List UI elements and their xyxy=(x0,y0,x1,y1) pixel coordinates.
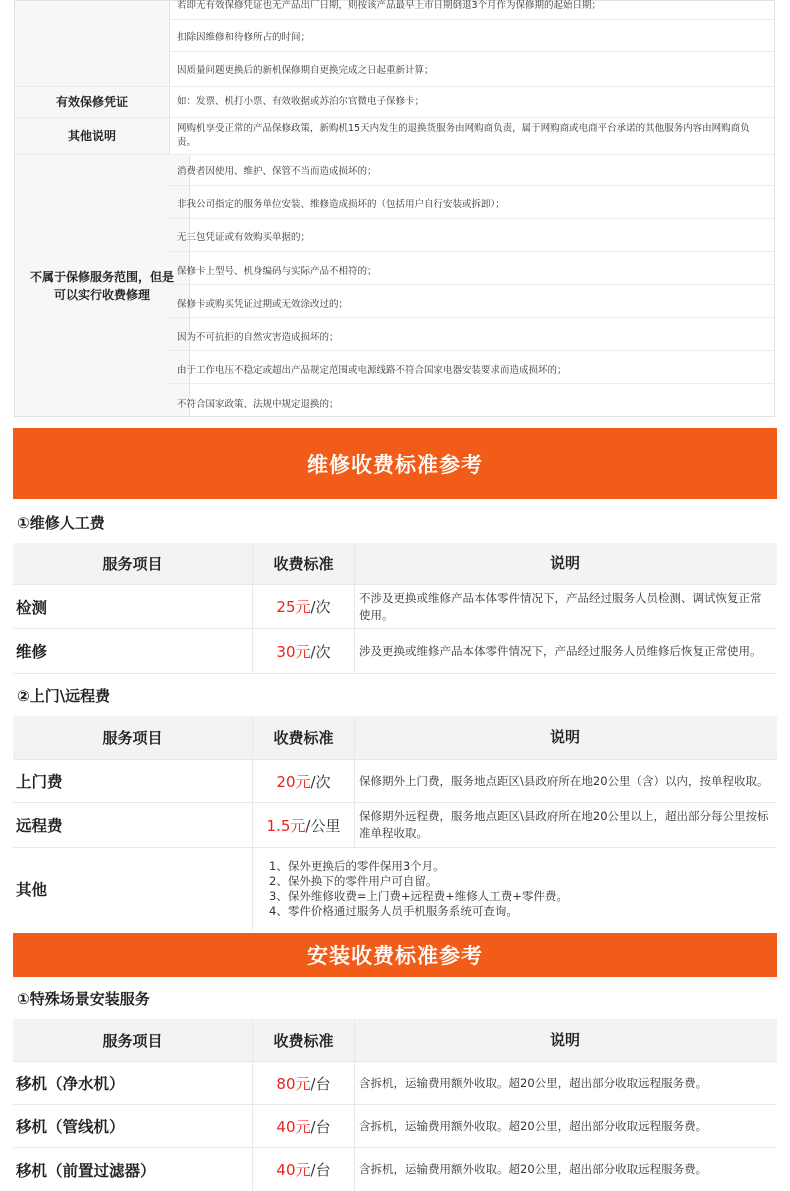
row-price xyxy=(253,585,355,628)
note-line: 4、零件价格通过服务人员手机服务系统可查询。 xyxy=(269,904,518,918)
divider xyxy=(169,317,774,318)
divider xyxy=(169,383,774,384)
row-label: 其他说明 xyxy=(15,118,170,154)
row-item: 移机（管线机） xyxy=(13,1105,253,1147)
price-value: 25元 xyxy=(276,598,311,616)
row-price xyxy=(253,1062,355,1104)
price-unit: /台 xyxy=(310,1117,331,1136)
warranty-row-excluded xyxy=(15,155,774,416)
divider xyxy=(169,51,774,52)
table-header xyxy=(13,1019,777,1062)
table-row xyxy=(13,1148,777,1191)
row-line: 非我公司指定的服务单位安装、维修造成损坏的（包括用户自行安装或拆卸）； xyxy=(177,199,505,210)
row-desc: 涉及更换或维修产品本体零件情况下，产品经过服务人员维修后恢复正常使用。 xyxy=(359,643,762,658)
price-unit: /台 xyxy=(310,1074,331,1093)
row-line: 无三包凭证或有效购买单据的； xyxy=(177,232,311,243)
row-label xyxy=(15,1,170,86)
warranty-row-period xyxy=(15,1,774,87)
install-section-title: ①特殊场景安装服务 xyxy=(17,990,150,1008)
price-unit: /台 xyxy=(310,1161,331,1179)
install-fee-table xyxy=(13,1019,777,1191)
header-item: 服务项目 xyxy=(13,1019,253,1061)
header-price: 收费标准 xyxy=(253,543,355,584)
row-price xyxy=(253,803,355,847)
price-value: 1.5元 xyxy=(266,816,306,835)
note-line: 1、保外更换后的零件保用3个月。 xyxy=(269,859,445,873)
price-value: 20元 xyxy=(276,772,311,791)
divider xyxy=(169,19,774,20)
row-desc: 含拆机，运输费用额外收取。超20公里，超出部分收取远程服务费。 xyxy=(359,1075,708,1090)
table-row-other xyxy=(13,848,777,930)
row-price xyxy=(253,1105,355,1147)
labor-fee-table xyxy=(13,543,777,674)
row-price xyxy=(253,760,355,802)
warranty-table xyxy=(14,0,775,417)
price-unit: /次 xyxy=(310,642,331,661)
table-header xyxy=(13,716,777,760)
price-unit: /公里 xyxy=(305,816,341,835)
row-line: 保修卡上型号、机身编码与实际产品不相符的； xyxy=(177,266,377,277)
row-line: 若即无有效保修凭证也无产品出厂日期，则按该产品最早上市日期倒退3个月作为保修期的起始日期； xyxy=(177,0,602,11)
price-value: 30元 xyxy=(276,642,311,661)
row-item: 上门费 xyxy=(13,760,253,802)
header-item: 服务项目 xyxy=(13,716,253,759)
warranty-row-proof xyxy=(15,87,774,118)
divider xyxy=(169,284,774,285)
row-item: 检测 xyxy=(13,585,253,628)
row-item: 维修 xyxy=(13,629,253,673)
note-line: 3、保外维修收费=上门费+远程费+维修人工费+零件费。 xyxy=(269,889,568,903)
table-header xyxy=(13,543,777,585)
warranty-row-other xyxy=(15,118,774,155)
header-desc: 说明 xyxy=(549,554,580,572)
table-row xyxy=(13,760,777,803)
row-line: 因为不可抗拒的自然灾害造成损坏的； xyxy=(177,332,339,343)
header-item: 服务项目 xyxy=(13,543,253,584)
row-desc: 保修期外远程费，服务地点距区\县政府所在地20公里以上，超出部分每公里按标准单程收取。 xyxy=(359,809,769,840)
visit-section-title: ②上门\远程费 xyxy=(17,687,111,705)
row-notes xyxy=(253,848,777,930)
row-desc: 含拆机，运输费用额外收取。超20公里，超出部分收取远程服务费。 xyxy=(359,1162,708,1176)
row-text: 如：发票、机打小票、有效收据或苏泊尔官微电子保修卡； xyxy=(177,96,425,107)
header-price: 收费标准 xyxy=(253,716,355,759)
row-desc: 不涉及更换或维修产品本体零件情况下，产品经过服务人员检测、调试恢复正常使用。 xyxy=(359,590,762,622)
row-line: 扣除因维修和待修所占的时间； xyxy=(177,32,311,43)
header-desc: 说明 xyxy=(549,728,580,746)
divider xyxy=(169,185,774,186)
row-desc: 含拆机，运输费用额外收取。超20公里，超出部分收取远程服务费。 xyxy=(359,1118,708,1133)
price-unit: /次 xyxy=(310,598,331,616)
price-unit: /次 xyxy=(310,772,331,791)
visit-fee-table xyxy=(13,716,777,930)
row-text: 网购机享受正常的产品保修政策，新购机15天内发生的退换货服务由网购商负责，属于网购商或电商平台承诺的其他服务内容由网购商负责。 xyxy=(177,123,750,148)
table-row xyxy=(13,803,777,848)
table-row xyxy=(13,1062,777,1105)
row-desc: 保修期外上门费，服务地点距区\县政府所在地20公里（含）以内，按单程收取。 xyxy=(359,773,769,788)
divider xyxy=(169,350,774,351)
row-label: 有效保修凭证 xyxy=(15,87,170,117)
row-line: 保修卡或购买凭证过期或无效涂改过的； xyxy=(177,299,349,310)
repair-fee-banner: 维修收费标准参考 xyxy=(13,428,777,499)
install-fee-banner: 安装收费标准参考 xyxy=(13,933,777,977)
row-label: 不属于保修服务范围，但是可以实行收费修理 xyxy=(15,155,190,416)
divider xyxy=(169,218,774,219)
row-line: 因质量问题更换后的新机保修期自更换完成之日起重新计算； xyxy=(177,65,434,76)
row-line: 不符合国家政策、法规中规定退换的； xyxy=(177,399,339,410)
divider xyxy=(169,251,774,252)
table-row xyxy=(13,1105,777,1148)
note-line: 2、保外换下的零件用户可自留。 xyxy=(269,874,438,888)
row-item: 其他 xyxy=(13,848,253,930)
row-line: 消费者因使用、维护、保管不当而造成损坏的； xyxy=(177,166,377,177)
price-value: 80元 xyxy=(276,1074,311,1093)
row-price xyxy=(253,1148,355,1191)
price-value: 40元 xyxy=(276,1117,311,1136)
row-price xyxy=(253,629,355,673)
header-desc: 说明 xyxy=(549,1030,580,1049)
row-item: 移机（前置过滤器） xyxy=(13,1148,253,1191)
row-item: 移机（净水机） xyxy=(13,1062,253,1104)
header-price: 收费标准 xyxy=(253,1019,355,1061)
labor-section-title: ①维修人工费 xyxy=(17,514,105,532)
table-row xyxy=(13,629,777,674)
row-line: 由于工作电压不稳定或超出产品规定范围或电源线路不符合国家电器安装要求而造成损坏的； xyxy=(177,365,567,376)
table-row xyxy=(13,585,777,629)
row-item: 远程费 xyxy=(13,803,253,847)
price-value: 40元 xyxy=(276,1161,311,1179)
